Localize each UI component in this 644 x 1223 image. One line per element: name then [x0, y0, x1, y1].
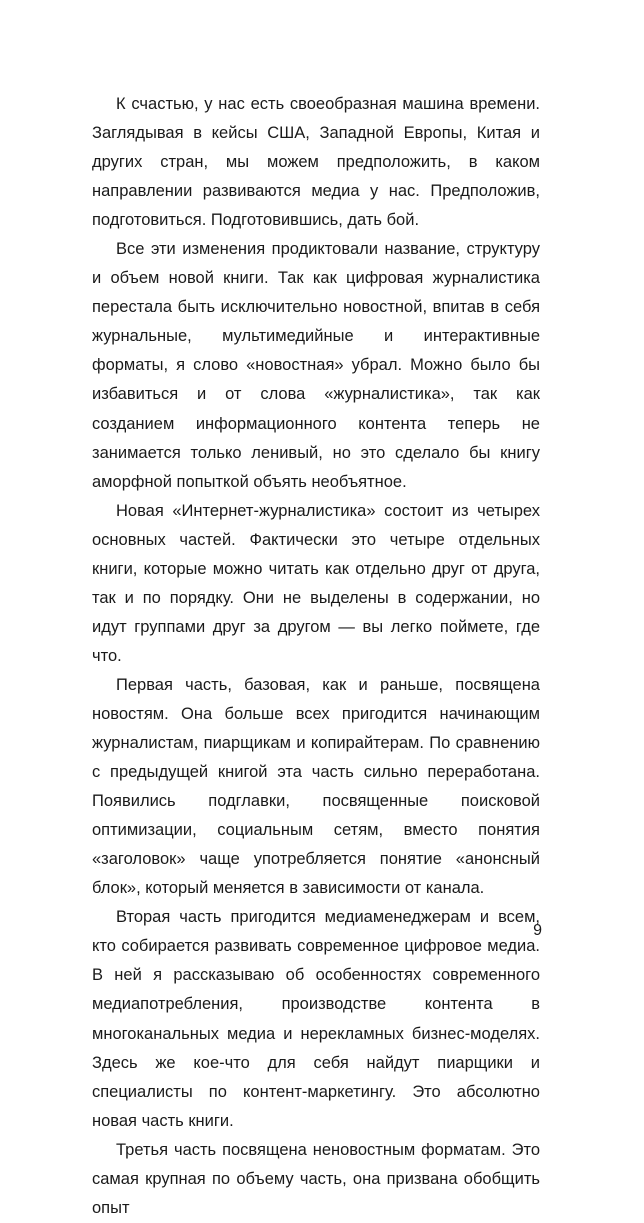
paragraph-5: Вторая часть пригодится медиаменеджерам и всем, кто собирается развивать современное цифровое медиа. В ней я рассказываю об особенностях современного медиапотребления, производстве контента в многоканальных медиа и нерекламных бизнес-моделях. Здесь же кое-что для себя найдут пиарщики и специалисты по контент-маркетингу. Это абсолютно новая часть книги. [92, 908, 540, 1130]
page-number: 9 [533, 922, 542, 939]
paragraph-6: Третья часть посвящена неновостным форматам. Это самая крупная по объему часть, она призвана обобщить опыт [92, 1140, 540, 1217]
paragraph-2: Все эти изменения продиктовали название, структуру и объем новой книги. Так как цифровая журналистика перестала быть исключительно новостной, впитав в себя журнальные, мультимедийные и интерактивные форматы, я слово «новостная» убрал. Можно было бы избавиться и от слова «журналистика», так как созданием информационного контента теперь не занимается только ленивый, но это сделало бы книгу аморфной попыткой объять необъятное. [92, 240, 540, 491]
body-text [92, 90, 540, 1223]
paragraph-4: Первая часть, базовая, как и раньше, посвящена новостям. Она больше всех пригодится начинающим журналистам, пиарщикам и копирайтерам. По сравнению с предыдущей книгой эта часть сильно переработана. Появились подглавки, посвященные поисковой оптимизации, социальным сетям, вместо понятия «заголовок» чаще употребляется понятие «анонсный блок», который меняется в зависимости от канала. [92, 675, 540, 898]
paragraph-3: Новая «Интернет-журналистика» состоит из четырех основных частей. Фактически это четыре отдельных книги, которые можно читать как отдельно друг от друга, так и по порядку. Они не выделены в содержании, но идут группами друг за другом — вы легко поймете, где что. [92, 501, 540, 665]
paragraph-1: К счастью, у нас есть своеобразная машина времени. Заглядывая в кейсы США, Западной Европы, Китая и других стран, мы можем предположить, в каком направлении развиваются медиа у нас. Предположив, подготовиться. Подготовившись, дать бой. [92, 95, 540, 230]
